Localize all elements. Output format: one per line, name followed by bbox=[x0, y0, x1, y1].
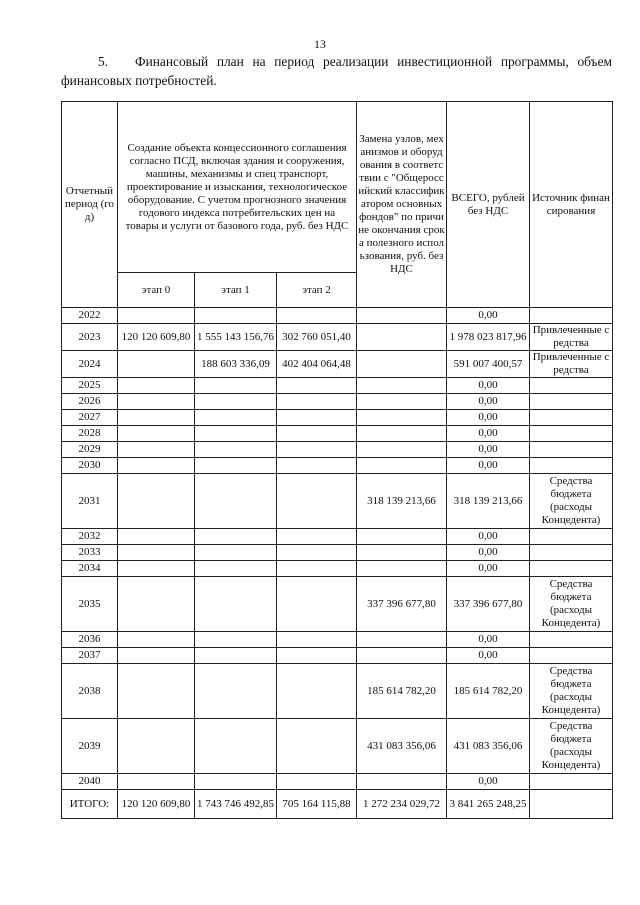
stage1-cell bbox=[195, 378, 277, 394]
section-title: Финансовый план на период реализации инвестиционной программы, объем финансовых потребностей. bbox=[61, 54, 612, 88]
header-stage-1: этап 1 bbox=[195, 273, 277, 308]
stage2-cell bbox=[277, 426, 357, 442]
stage0-cell bbox=[118, 719, 195, 774]
source-cell: Привлеченные средства bbox=[530, 324, 613, 351]
replacement-cell bbox=[357, 394, 447, 410]
table-row bbox=[62, 545, 613, 561]
table-row bbox=[62, 410, 613, 426]
year-cell: 2026 bbox=[62, 394, 118, 410]
stage0-cell bbox=[118, 426, 195, 442]
source-cell bbox=[530, 378, 613, 394]
stage0-cell bbox=[118, 632, 195, 648]
replacement-cell: 337 396 677,80 bbox=[357, 577, 447, 632]
section-heading bbox=[61, 52, 612, 90]
stage1-cell bbox=[195, 474, 277, 529]
source-cell bbox=[530, 774, 613, 790]
total-cell: 591 007 400,57 bbox=[447, 351, 530, 378]
table-row bbox=[62, 719, 613, 774]
stage1-cell bbox=[195, 664, 277, 719]
total-cell: 0,00 bbox=[447, 458, 530, 474]
replacement-cell: 185 614 782,20 bbox=[357, 664, 447, 719]
stage2-cell bbox=[277, 577, 357, 632]
source-cell: Средства бюджета (расходы Концедента) bbox=[530, 474, 613, 529]
replacement-cell bbox=[357, 529, 447, 545]
table-row bbox=[62, 458, 613, 474]
stage0-cell bbox=[118, 664, 195, 719]
stage2-cell bbox=[277, 664, 357, 719]
stage0-cell bbox=[118, 577, 195, 632]
stage0-cell bbox=[118, 394, 195, 410]
total-cell: 0,00 bbox=[447, 632, 530, 648]
total-cell: 0,00 bbox=[447, 529, 530, 545]
source-cell bbox=[530, 308, 613, 324]
stage0-cell bbox=[118, 378, 195, 394]
stage2-cell bbox=[277, 474, 357, 529]
table-row bbox=[62, 351, 613, 378]
table-row bbox=[62, 529, 613, 545]
stage0-cell bbox=[118, 561, 195, 577]
stage2-cell bbox=[277, 719, 357, 774]
total-cell: 0,00 bbox=[447, 410, 530, 426]
replacement-cell bbox=[357, 632, 447, 648]
stage2-cell: 302 760 051,40 bbox=[277, 324, 357, 351]
stage0-cell bbox=[118, 410, 195, 426]
total-replacement: 1 272 234 029,72 bbox=[357, 790, 447, 819]
source-cell bbox=[530, 442, 613, 458]
stage0-cell bbox=[118, 442, 195, 458]
financial-plan-table bbox=[61, 101, 613, 819]
stage1-cell bbox=[195, 442, 277, 458]
replacement-cell bbox=[357, 545, 447, 561]
table-row bbox=[62, 308, 613, 324]
stage1-cell bbox=[195, 577, 277, 632]
header-replacement: Замена узлов, механизмов и оборудования в соответствии с "Общероссийский классификатором основных фондов" по причине окончания срока полезного использования, руб. без НДС bbox=[357, 102, 447, 308]
table-row bbox=[62, 474, 613, 529]
stage1-cell bbox=[195, 458, 277, 474]
source-cell bbox=[530, 632, 613, 648]
year-cell: 2037 bbox=[62, 648, 118, 664]
stage2-cell bbox=[277, 442, 357, 458]
year-cell: 2029 bbox=[62, 442, 118, 458]
table-row bbox=[62, 561, 613, 577]
replacement-cell bbox=[357, 378, 447, 394]
table-row bbox=[62, 378, 613, 394]
table-row bbox=[62, 394, 613, 410]
stage2-cell bbox=[277, 774, 357, 790]
stage1-cell: 188 603 336,09 bbox=[195, 351, 277, 378]
year-cell: 2039 bbox=[62, 719, 118, 774]
year-cell: 2038 bbox=[62, 664, 118, 719]
year-cell: 2030 bbox=[62, 458, 118, 474]
stage2-cell bbox=[277, 561, 357, 577]
table-row bbox=[62, 632, 613, 648]
year-cell: 2022 bbox=[62, 308, 118, 324]
year-cell: 2025 bbox=[62, 378, 118, 394]
replacement-cell: 431 083 356,06 bbox=[357, 719, 447, 774]
source-cell: Средства бюджета (расходы Концедента) bbox=[530, 664, 613, 719]
year-cell: 2027 bbox=[62, 410, 118, 426]
total-cell: 0,00 bbox=[447, 774, 530, 790]
total-cell: 0,00 bbox=[447, 545, 530, 561]
source-cell: Средства бюджета (расходы Концедента) bbox=[530, 719, 613, 774]
stage1-cell bbox=[195, 529, 277, 545]
stage1-cell bbox=[195, 719, 277, 774]
table-row bbox=[62, 426, 613, 442]
stage2-cell bbox=[277, 648, 357, 664]
stage2-cell bbox=[277, 378, 357, 394]
table-row bbox=[62, 577, 613, 632]
total-cell: 0,00 bbox=[447, 426, 530, 442]
table-row bbox=[62, 442, 613, 458]
stage1-cell bbox=[195, 545, 277, 561]
year-cell: 2040 bbox=[62, 774, 118, 790]
table-row bbox=[62, 664, 613, 719]
source-cell bbox=[530, 545, 613, 561]
stage2-cell bbox=[277, 394, 357, 410]
section-number: 5. bbox=[98, 54, 109, 69]
year-cell: 2031 bbox=[62, 474, 118, 529]
replacement-cell bbox=[357, 426, 447, 442]
year-cell: 2023 bbox=[62, 324, 118, 351]
replacement-cell bbox=[357, 324, 447, 351]
stage2-cell bbox=[277, 632, 357, 648]
stage0-cell bbox=[118, 774, 195, 790]
stage0-cell bbox=[118, 529, 195, 545]
source-cell bbox=[530, 410, 613, 426]
year-cell: 2032 bbox=[62, 529, 118, 545]
year-cell: 2035 bbox=[62, 577, 118, 632]
replacement-cell bbox=[357, 351, 447, 378]
year-cell: 2024 bbox=[62, 351, 118, 378]
stage2-cell: 402 404 064,48 bbox=[277, 351, 357, 378]
stage2-cell bbox=[277, 308, 357, 324]
grand-total: 3 841 265 248,25 bbox=[447, 790, 530, 819]
total-cell: 337 396 677,80 bbox=[447, 577, 530, 632]
table-row bbox=[62, 648, 613, 664]
source-cell: Привлеченные средства bbox=[530, 351, 613, 378]
stage0-cell bbox=[118, 308, 195, 324]
total-cell: 0,00 bbox=[447, 648, 530, 664]
stage0-cell bbox=[118, 648, 195, 664]
source-cell bbox=[530, 561, 613, 577]
stage0-cell bbox=[118, 474, 195, 529]
replacement-cell bbox=[357, 458, 447, 474]
header-stage-2: этап 2 bbox=[277, 273, 357, 308]
stage1-cell bbox=[195, 426, 277, 442]
total-stage2: 705 164 115,88 bbox=[277, 790, 357, 819]
header-creation: Создание объекта концессионного соглашения согласно ПСД, включая здания и сооружения, машины, механизмы и спец транспорт, проектирование и изыскания, технологическое оборудование. С учетом прогнозного значения годового индекса потребительских цен на товары и услуги от базового года, руб. без НДС bbox=[118, 102, 357, 273]
total-cell: 1 978 023 817,96 bbox=[447, 324, 530, 351]
header-source: Источник финансирования bbox=[530, 102, 613, 308]
stage1-cell bbox=[195, 561, 277, 577]
table-row bbox=[62, 324, 613, 351]
total-cell: 0,00 bbox=[447, 561, 530, 577]
year-cell: 2028 bbox=[62, 426, 118, 442]
source-cell bbox=[530, 648, 613, 664]
replacement-cell bbox=[357, 561, 447, 577]
stage1-cell bbox=[195, 394, 277, 410]
stage0-cell bbox=[118, 545, 195, 561]
header-period: Отчетный период (год) bbox=[62, 102, 118, 308]
year-cell: 2034 bbox=[62, 561, 118, 577]
header-total: ВСЕГО, рублей без НДС bbox=[447, 102, 530, 308]
year-cell: 2036 bbox=[62, 632, 118, 648]
total-stage0: 120 120 609,80 bbox=[118, 790, 195, 819]
stage2-cell bbox=[277, 529, 357, 545]
year-cell: 2033 bbox=[62, 545, 118, 561]
replacement-cell bbox=[357, 442, 447, 458]
stage0-cell bbox=[118, 351, 195, 378]
source-cell: Средства бюджета (расходы Концедента) bbox=[530, 577, 613, 632]
total-stage1: 1 743 746 492,85 bbox=[195, 790, 277, 819]
source-cell bbox=[530, 529, 613, 545]
total-source bbox=[530, 790, 613, 819]
stage0-cell bbox=[118, 458, 195, 474]
stage1-cell bbox=[195, 632, 277, 648]
stage2-cell bbox=[277, 458, 357, 474]
source-cell bbox=[530, 426, 613, 442]
source-cell bbox=[530, 458, 613, 474]
stage2-cell bbox=[277, 410, 357, 426]
stage1-cell bbox=[195, 774, 277, 790]
page-number: 13 bbox=[314, 37, 326, 51]
stage1-cell bbox=[195, 648, 277, 664]
total-cell: 0,00 bbox=[447, 394, 530, 410]
replacement-cell: 318 139 213,66 bbox=[357, 474, 447, 529]
stage1-cell bbox=[195, 410, 277, 426]
header-stage-0: этап 0 bbox=[118, 273, 195, 308]
replacement-cell bbox=[357, 308, 447, 324]
replacement-cell bbox=[357, 648, 447, 664]
source-cell bbox=[530, 394, 613, 410]
total-cell: 0,00 bbox=[447, 442, 530, 458]
replacement-cell bbox=[357, 410, 447, 426]
stage1-cell bbox=[195, 308, 277, 324]
total-cell: 185 614 782,20 bbox=[447, 664, 530, 719]
stage1-cell: 1 555 143 156,76 bbox=[195, 324, 277, 351]
stage2-cell bbox=[277, 545, 357, 561]
totals-row bbox=[62, 790, 613, 819]
total-cell: 0,00 bbox=[447, 378, 530, 394]
total-cell: 318 139 213,66 bbox=[447, 474, 530, 529]
replacement-cell bbox=[357, 774, 447, 790]
stage0-cell: 120 120 609,80 bbox=[118, 324, 195, 351]
total-cell: 431 083 356,06 bbox=[447, 719, 530, 774]
totals-label: ИТОГО: bbox=[62, 790, 118, 819]
total-cell: 0,00 bbox=[447, 308, 530, 324]
table-row bbox=[62, 774, 613, 790]
